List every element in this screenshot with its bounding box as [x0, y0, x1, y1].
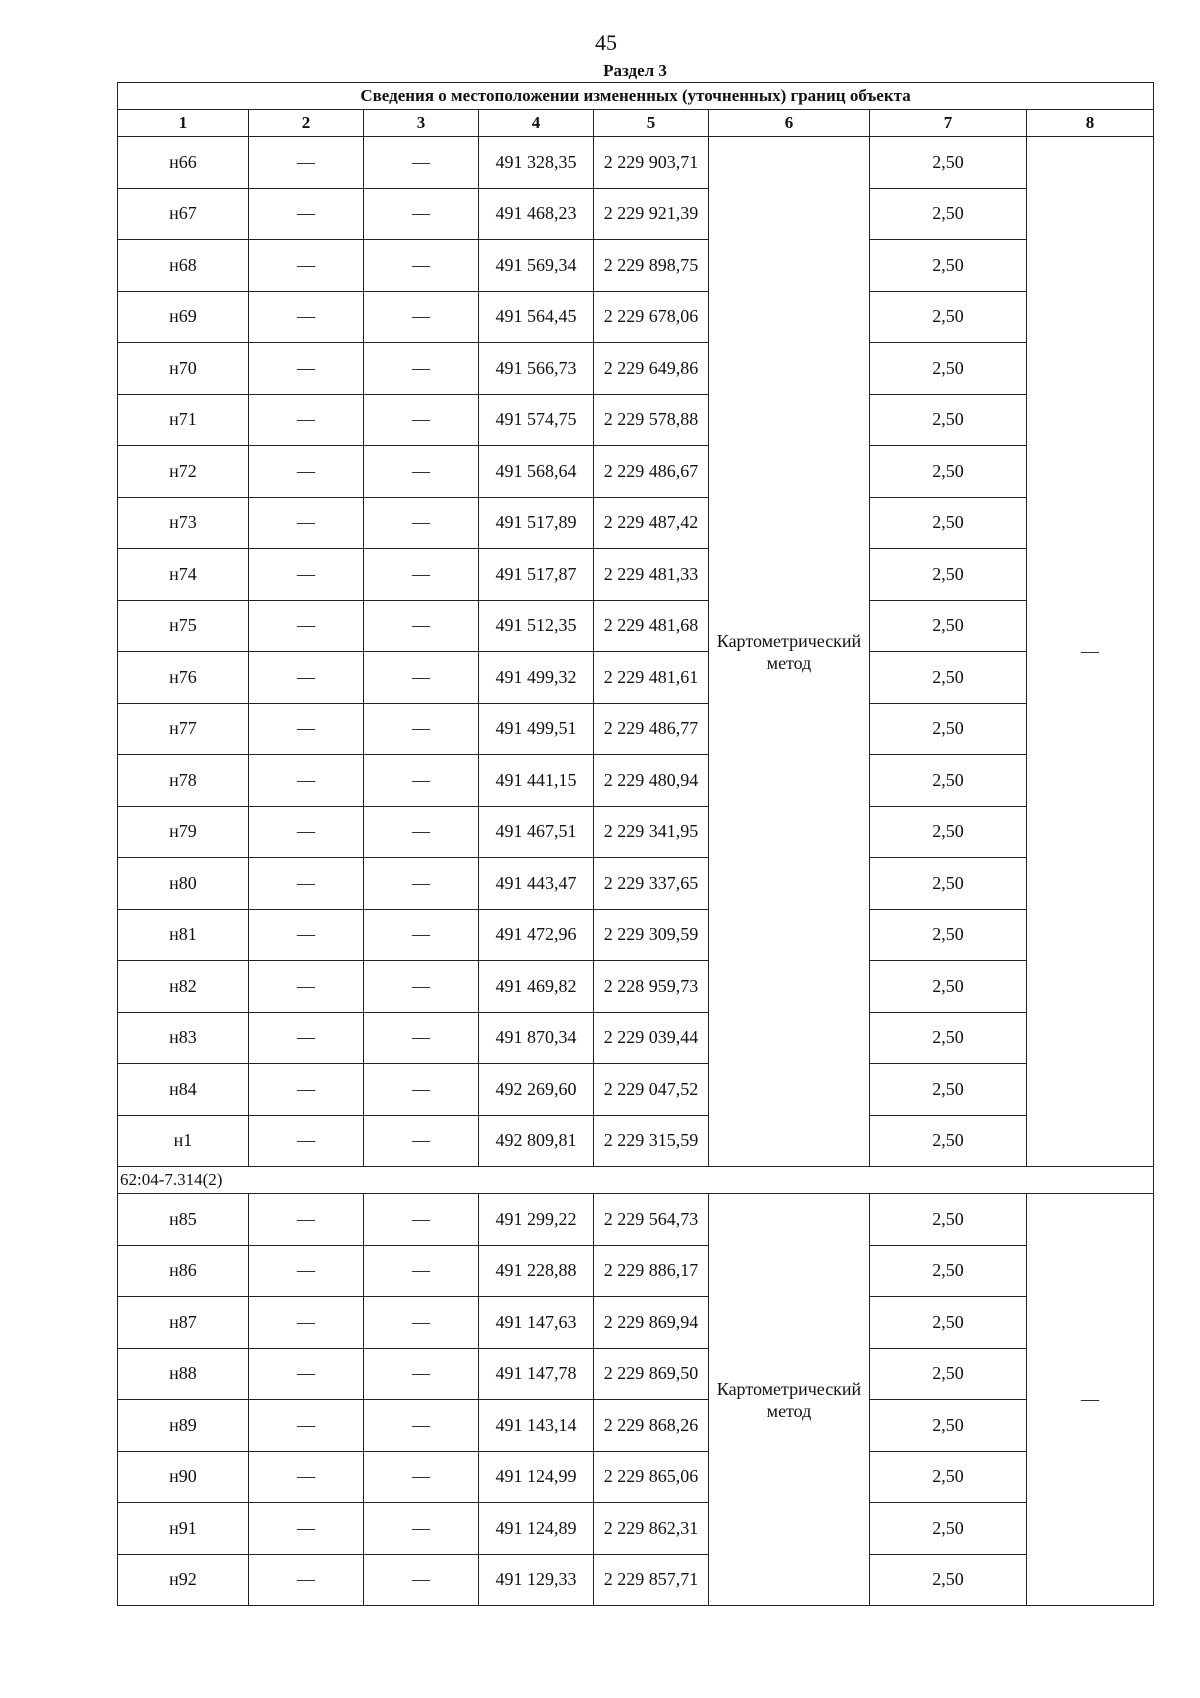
- table-row: [118, 1115, 1154, 1167]
- accuracy-cell: 2,50: [870, 1348, 1027, 1400]
- col2-cell: —: [249, 394, 364, 446]
- column-header: 6: [709, 110, 870, 137]
- accuracy-cell: 2,50: [870, 755, 1027, 807]
- x-coordinate-cell: 491 443,47: [479, 858, 594, 910]
- accuracy-cell: 2,50: [870, 291, 1027, 343]
- accuracy-cell: 2,50: [870, 1297, 1027, 1349]
- group-label-row: [118, 1167, 1154, 1194]
- col8-cell: —: [1027, 137, 1154, 1167]
- accuracy-cell: 2,50: [870, 1451, 1027, 1503]
- y-coordinate-cell: 2 229 903,71: [594, 137, 709, 189]
- point-name-cell: н74: [118, 549, 249, 601]
- x-coordinate-cell: 491 147,78: [479, 1348, 594, 1400]
- y-coordinate-cell: 2 229 315,59: [594, 1115, 709, 1167]
- y-coordinate-cell: 2 229 047,52: [594, 1064, 709, 1116]
- accuracy-cell: 2,50: [870, 703, 1027, 755]
- col2-cell: —: [249, 343, 364, 395]
- table-row: [118, 137, 1154, 189]
- x-coordinate-cell: 491 143,14: [479, 1400, 594, 1452]
- col2-cell: —: [249, 1400, 364, 1452]
- accuracy-cell: 2,50: [870, 909, 1027, 961]
- accuracy-cell: 2,50: [870, 1115, 1027, 1167]
- y-coordinate-cell: 2 229 481,33: [594, 549, 709, 601]
- x-coordinate-cell: 491 569,34: [479, 240, 594, 292]
- col3-cell: —: [364, 703, 479, 755]
- column-header: 8: [1027, 110, 1154, 137]
- col2-cell: —: [249, 755, 364, 807]
- col3-cell: —: [364, 394, 479, 446]
- col3-cell: —: [364, 909, 479, 961]
- col2-cell: —: [249, 1297, 364, 1349]
- accuracy-cell: 2,50: [870, 497, 1027, 549]
- y-coordinate-cell: 2 229 564,73: [594, 1194, 709, 1246]
- x-coordinate-cell: 491 472,96: [479, 909, 594, 961]
- col2-cell: —: [249, 600, 364, 652]
- col2-cell: —: [249, 137, 364, 189]
- col2-cell: —: [249, 1451, 364, 1503]
- table-title-row: [118, 83, 1154, 110]
- accuracy-cell: 2,50: [870, 600, 1027, 652]
- point-name-cell: н1: [118, 1115, 249, 1167]
- col2-cell: —: [249, 1064, 364, 1116]
- col3-cell: —: [364, 1012, 479, 1064]
- col3-cell: —: [364, 600, 479, 652]
- table-title: Сведения о местоположении измененных (уточненных) границ объекта: [118, 83, 1154, 110]
- col2-cell: —: [249, 806, 364, 858]
- accuracy-cell: 2,50: [870, 858, 1027, 910]
- y-coordinate-cell: 2 229 921,39: [594, 188, 709, 240]
- point-name-cell: н76: [118, 652, 249, 704]
- point-name-cell: н66: [118, 137, 249, 189]
- point-name-cell: н86: [118, 1245, 249, 1297]
- col3-cell: —: [364, 755, 479, 807]
- section-title: Раздел 3: [603, 61, 667, 80]
- x-coordinate-cell: 491 328,35: [479, 137, 594, 189]
- point-name-cell: н84: [118, 1064, 249, 1116]
- table-row: [118, 1451, 1154, 1503]
- col2-cell: —: [249, 446, 364, 498]
- table-row: [118, 652, 1154, 704]
- y-coordinate-cell: 2 229 341,95: [594, 806, 709, 858]
- x-coordinate-cell: 491 512,35: [479, 600, 594, 652]
- point-name-cell: н70: [118, 343, 249, 395]
- col3-cell: —: [364, 549, 479, 601]
- y-coordinate-cell: 2 229 678,06: [594, 291, 709, 343]
- x-coordinate-cell: 491 870,34: [479, 1012, 594, 1064]
- table-row: [118, 1297, 1154, 1349]
- y-coordinate-cell: 2 229 480,94: [594, 755, 709, 807]
- y-coordinate-cell: 2 229 886,17: [594, 1245, 709, 1297]
- col3-cell: —: [364, 343, 479, 395]
- y-coordinate-cell: 2 229 309,59: [594, 909, 709, 961]
- x-coordinate-cell: 491 574,75: [479, 394, 594, 446]
- col3-cell: —: [364, 1451, 479, 1503]
- x-coordinate-cell: 491 124,99: [479, 1451, 594, 1503]
- table-row: [118, 703, 1154, 755]
- point-name-cell: н85: [118, 1194, 249, 1246]
- table-row: [118, 240, 1154, 292]
- col8-cell: —: [1027, 1194, 1154, 1606]
- point-name-cell: н81: [118, 909, 249, 961]
- point-name-cell: н92: [118, 1554, 249, 1606]
- accuracy-cell: 2,50: [870, 652, 1027, 704]
- col2-cell: —: [249, 188, 364, 240]
- col3-cell: —: [364, 291, 479, 343]
- table-row: [118, 858, 1154, 910]
- col2-cell: —: [249, 858, 364, 910]
- column-header: 1: [118, 110, 249, 137]
- x-coordinate-cell: 491 564,45: [479, 291, 594, 343]
- x-coordinate-cell: 491 566,73: [479, 343, 594, 395]
- col3-cell: —: [364, 1297, 479, 1349]
- method-cell: Картометрический метод: [709, 137, 870, 1167]
- table-row: [118, 1245, 1154, 1297]
- y-coordinate-cell: 2 229 578,88: [594, 394, 709, 446]
- x-coordinate-cell: 491 499,32: [479, 652, 594, 704]
- point-name-cell: н68: [118, 240, 249, 292]
- accuracy-cell: 2,50: [870, 549, 1027, 601]
- point-name-cell: н89: [118, 1400, 249, 1452]
- table-row: [118, 394, 1154, 446]
- x-coordinate-cell: 492 269,60: [479, 1064, 594, 1116]
- col2-cell: —: [249, 961, 364, 1013]
- x-coordinate-cell: 491 499,51: [479, 703, 594, 755]
- table-row: [118, 446, 1154, 498]
- x-coordinate-cell: 491 299,22: [479, 1194, 594, 1246]
- point-name-cell: н71: [118, 394, 249, 446]
- y-coordinate-cell: 2 229 869,94: [594, 1297, 709, 1349]
- col2-cell: —: [249, 240, 364, 292]
- point-name-cell: н78: [118, 755, 249, 807]
- x-coordinate-cell: 492 809,81: [479, 1115, 594, 1167]
- table-row: [118, 1194, 1154, 1246]
- coordinates-table-body: [118, 83, 1154, 1606]
- table-row: [118, 600, 1154, 652]
- column-header: 4: [479, 110, 594, 137]
- col3-cell: —: [364, 1503, 479, 1555]
- col3-cell: —: [364, 1245, 479, 1297]
- col3-cell: —: [364, 497, 479, 549]
- accuracy-cell: 2,50: [870, 961, 1027, 1013]
- col3-cell: —: [364, 806, 479, 858]
- x-coordinate-cell: 491 469,82: [479, 961, 594, 1013]
- point-name-cell: н75: [118, 600, 249, 652]
- table-row: [118, 1012, 1154, 1064]
- table-row: [118, 961, 1154, 1013]
- col2-cell: —: [249, 1245, 364, 1297]
- table-row: [118, 1064, 1154, 1116]
- accuracy-cell: 2,50: [870, 1012, 1027, 1064]
- x-coordinate-cell: 491 441,15: [479, 755, 594, 807]
- y-coordinate-cell: 2 229 486,67: [594, 446, 709, 498]
- col3-cell: —: [364, 240, 479, 292]
- point-name-cell: н79: [118, 806, 249, 858]
- table-header-row: [118, 110, 1154, 137]
- col3-cell: —: [364, 137, 479, 189]
- table-row: [118, 909, 1154, 961]
- y-coordinate-cell: 2 229 898,75: [594, 240, 709, 292]
- point-name-cell: н90: [118, 1451, 249, 1503]
- accuracy-cell: 2,50: [870, 1554, 1027, 1606]
- col3-cell: —: [364, 188, 479, 240]
- col2-cell: —: [249, 291, 364, 343]
- x-coordinate-cell: 491 517,89: [479, 497, 594, 549]
- x-coordinate-cell: 491 517,87: [479, 549, 594, 601]
- col2-cell: —: [249, 1554, 364, 1606]
- x-coordinate-cell: 491 124,89: [479, 1503, 594, 1555]
- x-coordinate-cell: 491 568,64: [479, 446, 594, 498]
- y-coordinate-cell: 2 229 337,65: [594, 858, 709, 910]
- column-header: 7: [870, 110, 1027, 137]
- y-coordinate-cell: 2 229 649,86: [594, 343, 709, 395]
- method-cell: Картометрический метод: [709, 1194, 870, 1606]
- point-name-cell: н80: [118, 858, 249, 910]
- col3-cell: —: [364, 1400, 479, 1452]
- table-row: [118, 806, 1154, 858]
- column-header: 2: [249, 110, 364, 137]
- point-name-cell: н88: [118, 1348, 249, 1400]
- accuracy-cell: 2,50: [870, 240, 1027, 292]
- table-row: [118, 1400, 1154, 1452]
- y-coordinate-cell: 2 229 481,68: [594, 600, 709, 652]
- col2-cell: —: [249, 652, 364, 704]
- col3-cell: —: [364, 652, 479, 704]
- accuracy-cell: 2,50: [870, 1400, 1027, 1452]
- point-name-cell: н87: [118, 1297, 249, 1349]
- x-coordinate-cell: 491 467,51: [479, 806, 594, 858]
- page-number: 45: [595, 30, 617, 55]
- y-coordinate-cell: 2 229 868,26: [594, 1400, 709, 1452]
- y-coordinate-cell: 2 229 857,71: [594, 1554, 709, 1606]
- point-name-cell: н77: [118, 703, 249, 755]
- col2-cell: —: [249, 497, 364, 549]
- table-row: [118, 1503, 1154, 1555]
- col3-cell: —: [364, 1115, 479, 1167]
- col3-cell: —: [364, 858, 479, 910]
- accuracy-cell: 2,50: [870, 343, 1027, 395]
- col2-cell: —: [249, 1115, 364, 1167]
- column-header: 5: [594, 110, 709, 137]
- y-coordinate-cell: 2 229 869,50: [594, 1348, 709, 1400]
- col2-cell: —: [249, 1194, 364, 1246]
- accuracy-cell: 2,50: [870, 806, 1027, 858]
- accuracy-cell: 2,50: [870, 188, 1027, 240]
- table-row: [118, 1348, 1154, 1400]
- x-coordinate-cell: 491 129,33: [479, 1554, 594, 1606]
- table-row: [118, 291, 1154, 343]
- y-coordinate-cell: 2 229 862,31: [594, 1503, 709, 1555]
- x-coordinate-cell: 491 228,88: [479, 1245, 594, 1297]
- accuracy-cell: 2,50: [870, 1245, 1027, 1297]
- table-row: [118, 549, 1154, 601]
- col3-cell: —: [364, 1064, 479, 1116]
- col3-cell: —: [364, 1554, 479, 1606]
- col2-cell: —: [249, 549, 364, 601]
- point-name-cell: н67: [118, 188, 249, 240]
- coordinates-table: [117, 82, 1154, 1606]
- point-name-cell: н72: [118, 446, 249, 498]
- point-name-cell: н69: [118, 291, 249, 343]
- accuracy-cell: 2,50: [870, 1064, 1027, 1116]
- point-name-cell: н91: [118, 1503, 249, 1555]
- col2-cell: —: [249, 703, 364, 755]
- point-name-cell: н73: [118, 497, 249, 549]
- y-coordinate-cell: 2 228 959,73: [594, 961, 709, 1013]
- point-name-cell: н83: [118, 1012, 249, 1064]
- accuracy-cell: 2,50: [870, 1194, 1027, 1246]
- group-label: 62:04-7.314(2): [118, 1167, 1154, 1194]
- table-row: [118, 343, 1154, 395]
- accuracy-cell: 2,50: [870, 1503, 1027, 1555]
- col2-cell: —: [249, 1012, 364, 1064]
- accuracy-cell: 2,50: [870, 446, 1027, 498]
- col2-cell: —: [249, 1503, 364, 1555]
- col3-cell: —: [364, 961, 479, 1013]
- x-coordinate-cell: 491 468,23: [479, 188, 594, 240]
- col2-cell: —: [249, 1348, 364, 1400]
- point-name-cell: н82: [118, 961, 249, 1013]
- x-coordinate-cell: 491 147,63: [479, 1297, 594, 1349]
- y-coordinate-cell: 2 229 865,06: [594, 1451, 709, 1503]
- y-coordinate-cell: 2 229 039,44: [594, 1012, 709, 1064]
- accuracy-cell: 2,50: [870, 137, 1027, 189]
- table-row: [118, 755, 1154, 807]
- table-row: [118, 188, 1154, 240]
- table-row: [118, 1554, 1154, 1606]
- column-header: 3: [364, 110, 479, 137]
- accuracy-cell: 2,50: [870, 394, 1027, 446]
- y-coordinate-cell: 2 229 487,42: [594, 497, 709, 549]
- y-coordinate-cell: 2 229 481,61: [594, 652, 709, 704]
- col3-cell: —: [364, 1348, 479, 1400]
- col2-cell: —: [249, 909, 364, 961]
- y-coordinate-cell: 2 229 486,77: [594, 703, 709, 755]
- col3-cell: —: [364, 446, 479, 498]
- col3-cell: —: [364, 1194, 479, 1246]
- table-row: [118, 497, 1154, 549]
